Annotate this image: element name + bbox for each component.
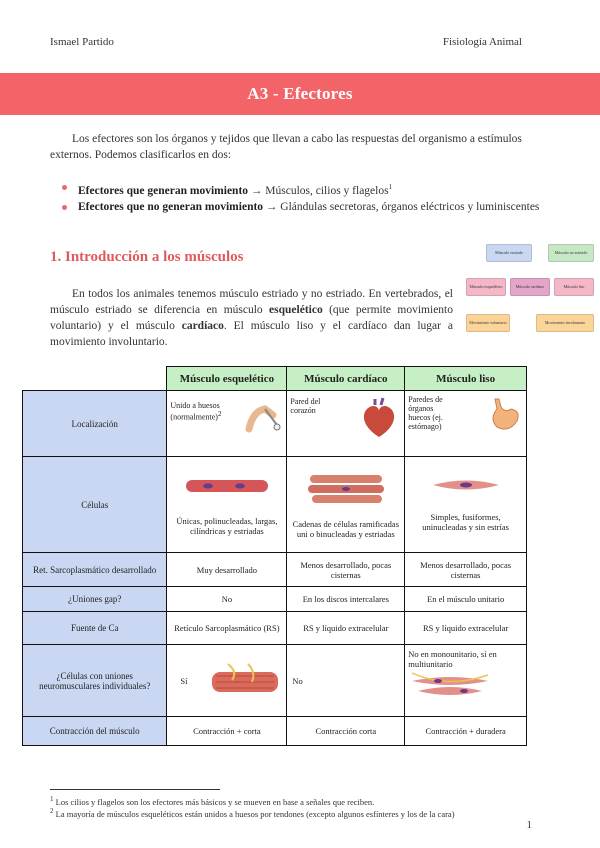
table-row xyxy=(23,717,527,746)
col-header: Músculo esquelético xyxy=(167,367,287,391)
table-row xyxy=(23,391,527,457)
row-header: ¿Uniones gap? xyxy=(23,587,167,612)
cell-text: No en monounitario, sí en multiunitario xyxy=(408,649,497,669)
row-header: Contracción del músculo xyxy=(23,717,167,746)
table-header-row xyxy=(23,367,527,391)
bullet-text: → Glándulas secretoras, órganos eléctricos y luminiscentes xyxy=(263,200,540,213)
table-cell: En el músculo unitario xyxy=(405,587,527,612)
row-header: Células xyxy=(23,457,167,553)
table-cell: No xyxy=(167,587,287,612)
bullet-text: → Músculos, cilios y flagelos xyxy=(248,184,389,197)
arm-bone-icon xyxy=(243,401,283,435)
list-item xyxy=(62,199,582,215)
diagram-box: Músculo estriado xyxy=(486,244,532,262)
table-cell xyxy=(167,645,287,717)
diagram-box: Músculo cardíaco xyxy=(510,278,550,296)
table-corner xyxy=(23,367,167,391)
diagram-box: Músculo esquelético xyxy=(466,278,506,296)
smooth-cell-icon xyxy=(431,478,501,492)
cell-text: Únicas, polinucleadas, largas, cilíndricas y estriadas xyxy=(176,515,278,536)
muscle-classification-diagram xyxy=(466,240,596,340)
table-row xyxy=(23,612,527,645)
table-cell xyxy=(405,391,527,457)
table-cell: RS y líquido extracelular xyxy=(287,612,405,645)
row-header: Localización xyxy=(23,391,167,457)
title-banner xyxy=(0,73,600,115)
header-author: Ismael Partido xyxy=(50,36,114,48)
stomach-icon xyxy=(483,395,523,435)
diagram-box: Músculo liso xyxy=(554,278,594,296)
page-number: 1 xyxy=(526,819,532,831)
table-cell: Contracción + corta xyxy=(167,717,287,746)
col-header: Músculo liso xyxy=(405,367,527,391)
table-row xyxy=(23,457,527,553)
section-title: 1. Introducción a los músculos xyxy=(50,249,244,265)
heart-icon xyxy=(357,397,401,441)
footnote-text: Los cilios y flagelos son los efectores más básicos y se mueven en base a señales que reciben. xyxy=(53,796,375,807)
table-row xyxy=(23,587,527,612)
list-item xyxy=(62,179,582,199)
table-cell: Contracción + duradera xyxy=(405,717,527,746)
row-header: Ret. Sarcoplasmático desarrollado xyxy=(23,553,167,587)
skeletal-nerve-icon xyxy=(208,662,282,700)
footnote-ref[interactable]: 1 xyxy=(388,183,393,191)
bullet-bold: Efectores que no generan movimiento xyxy=(78,200,264,213)
row-header: Fuente de Ca xyxy=(23,612,167,645)
table-row xyxy=(23,553,527,587)
cell-text: Sí xyxy=(180,675,188,686)
table-cell: En los discos intercalares xyxy=(287,587,405,612)
para-bold: esquelético xyxy=(269,304,323,316)
cell-text: Cadenas de células ramificadas uni o binucleadas y estriadas xyxy=(292,518,400,539)
table-cell xyxy=(167,457,287,553)
para-text: . El músculo liso y el cardíaco dan lugar a movimiento involuntario. xyxy=(50,320,453,348)
muscle-paragraph xyxy=(50,286,453,350)
bullet-bold: Efectores que generan movimiento xyxy=(78,184,249,197)
footnote-ref[interactable]: 2 xyxy=(217,410,222,418)
table-cell xyxy=(287,457,405,553)
table-cell xyxy=(167,391,287,457)
footnote-divider xyxy=(50,789,220,790)
footnote xyxy=(50,807,455,819)
table-cell xyxy=(405,457,527,553)
skeletal-cell-icon xyxy=(182,474,272,498)
diagram-box: Movimiento voluntario xyxy=(466,314,510,332)
bullet-icon xyxy=(62,185,67,190)
muscle-comparison-table xyxy=(22,366,527,746)
para-text: En todos los animales tenemos músculo estriado y no estriado. En vertebrados, el músculo estriado se diferencia en músculo xyxy=(50,288,453,316)
para-bold: cardíaco xyxy=(181,320,224,332)
cell-text: Pared del corazón xyxy=(290,397,321,415)
footnote-num: 1 xyxy=(50,795,54,803)
footnote-text: La mayoría de músculos esqueléticos están unidos a huesos por tendones (excepto algunos esfínteres y los de la cara) xyxy=(53,808,455,819)
diagram-box: Músculo no estriado xyxy=(548,244,594,262)
table-cell: Contracción corta xyxy=(287,717,405,746)
diagram-box: Movimiento involuntario xyxy=(536,314,594,332)
intro-paragraph: Los efectores son los órganos y tejidos que llevan a cabo las respuestas del organismo a estímulos externos. Podemos clasificarlos en dos: xyxy=(50,133,522,161)
col-header: Músculo cardíaco xyxy=(287,367,405,391)
footnote-num: 2 xyxy=(50,807,54,815)
header-subject: Fisiología Animal xyxy=(442,36,522,48)
cardiac-cells-icon xyxy=(306,471,386,505)
cell-text: Unido a huesos (normalmente) xyxy=(170,401,220,422)
table-cell xyxy=(405,645,527,717)
table-cell: No xyxy=(287,645,405,717)
bullet-icon xyxy=(62,205,67,210)
para-text: (que permite movimiento voluntario) y el músculo xyxy=(50,304,453,332)
cell-text: Paredes de órganos huecos (ej. estómago) xyxy=(408,395,443,431)
table-cell: Menos desarrollado, pocas cisternas xyxy=(405,553,527,587)
table-cell: Muy desarrollado xyxy=(167,553,287,587)
table-cell: Menos desarrollado, pocas cisternas xyxy=(287,553,405,587)
cell-text: Simples, fusiformes, uninucleadas y sin estrías xyxy=(422,511,509,532)
table-cell: RS y líquido extracelular xyxy=(405,612,527,645)
effector-list xyxy=(62,179,582,215)
page-title: A3 - Efectores xyxy=(247,84,353,103)
table-cell: Retículo Sarcoplasmático (RS) xyxy=(167,612,287,645)
table-row xyxy=(23,645,527,717)
footnote xyxy=(50,795,374,807)
smooth-nerve-icon xyxy=(408,669,492,699)
row-header: ¿Células con uniones neuromusculares individuales? xyxy=(23,645,167,717)
table-cell xyxy=(287,391,405,457)
